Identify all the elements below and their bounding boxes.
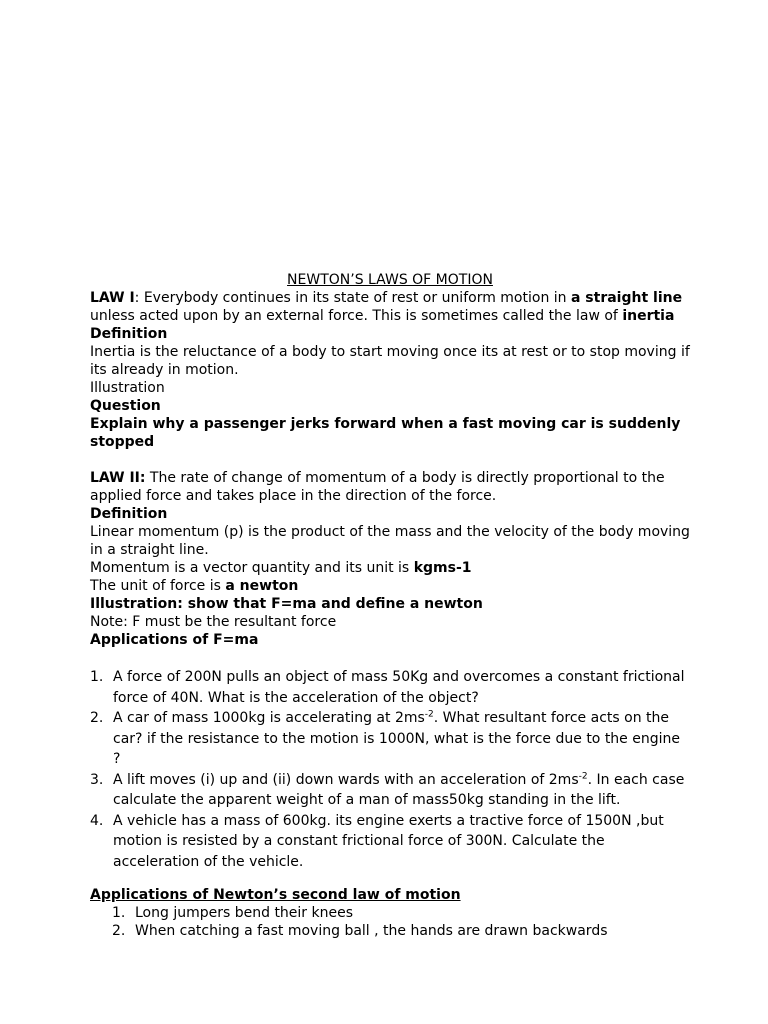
- law2-definition-heading: Definition: [90, 506, 168, 522]
- law1-definition: Inertia is the reluctance of a body to start moving once its at rest or to stop moving if its already in motion.: [90, 344, 690, 378]
- law1-statement: [90, 289, 690, 325]
- list-number: 1.: [112, 905, 126, 921]
- list-number: 2.: [90, 710, 104, 726]
- spacer: [90, 872, 690, 886]
- momentum-unit-line: [90, 559, 690, 577]
- list-text: When catching a fast moving ball , the hands are drawn backwards: [135, 923, 608, 939]
- law2-text: The rate of change of momentum of a body is directly proportional to the applied force and takes place in the direction of the force.: [90, 470, 665, 504]
- law1-colon: :: [134, 290, 140, 306]
- list-text: A car of mass 1000kg is accelerating at 2ms: [113, 710, 425, 726]
- law2-statement: [90, 469, 690, 505]
- list-item: [112, 922, 690, 940]
- list-text: A lift moves (i) up and (ii) down wards with an acceleration of 2ms: [113, 771, 579, 788]
- spacer: [90, 649, 690, 667]
- list-text: Long jumpers bend their knees: [135, 905, 354, 921]
- law1-question-heading: Question: [90, 398, 161, 414]
- list-text: A force of 200N pulls an object of mass 50Kg and overcomes a constant frictional force of 40N. What is the acceleration of the object?: [113, 669, 685, 706]
- list-number: 3.: [90, 771, 104, 788]
- list-item: [112, 904, 690, 922]
- law1-text1: Everybody continues in its state of rest or uniform motion in: [139, 290, 571, 306]
- superscript: -2: [424, 709, 434, 720]
- law1-bold2: inertia: [622, 308, 675, 324]
- list-text: . In each case calculate the apparent weight of a man of mass50kg standing in the lift.: [113, 771, 685, 808]
- law1-question: Explain why a passenger jerks forward when a fast moving car is suddenly stopped: [90, 416, 681, 450]
- list-number: 1.: [90, 669, 104, 685]
- law1-text2: unless acted upon by an external force. This is sometimes called the law of: [90, 308, 623, 324]
- page-title: NEWTON’S LAWS OF MOTION: [287, 272, 493, 288]
- momentum-unit: kgms-1: [413, 560, 472, 576]
- momentum-text: Momentum is a vector quantity and its unit is: [90, 560, 414, 576]
- list-item: [90, 667, 690, 708]
- law2-definition: Linear momentum (p) is the product of the mass and the velocity of the body moving in a straight line.: [90, 524, 690, 558]
- force-unit-line: [90, 577, 690, 595]
- applications-list: [90, 667, 690, 872]
- spacer: [90, 451, 690, 469]
- law2-illustration: Illustration: show that F=ma and define a newton: [90, 596, 483, 612]
- law1-label: LAW I: [90, 290, 135, 306]
- law1-illustration: Illustration: [90, 380, 165, 396]
- law2-note: Note: F must be the resultant force: [90, 614, 337, 630]
- list-text: . What resultant force acts on the car? if the resistance to the motion is 1000N, what is the force due to the engine ?: [113, 710, 680, 767]
- list-item: [90, 811, 690, 873]
- list-item: [90, 708, 690, 770]
- list-number: 2.: [112, 923, 126, 939]
- applications-heading: Applications of F=ma: [90, 632, 259, 648]
- law2-label: LAW II:: [90, 470, 146, 486]
- list-text: A vehicle has a mass of 600kg. its engine exerts a tractive force of 1500N ,but motion is resisted by a constant frictional force of 300N. Calculate the acceleration of the vehicle.: [113, 812, 664, 870]
- law1-definition-heading: Definition: [90, 326, 168, 342]
- list-number: 4.: [90, 812, 104, 829]
- list-item: [90, 770, 690, 811]
- law1-bold1: a straight line: [570, 290, 683, 306]
- second-law-apps-heading: Applications of Newton’s second law of motion: [90, 887, 461, 903]
- force-unit-text: The unit of force is: [90, 578, 226, 594]
- superscript: -2: [578, 770, 588, 781]
- document-page: [90, 271, 690, 940]
- second-law-apps-list: [112, 904, 690, 940]
- force-unit: a newton: [225, 578, 299, 594]
